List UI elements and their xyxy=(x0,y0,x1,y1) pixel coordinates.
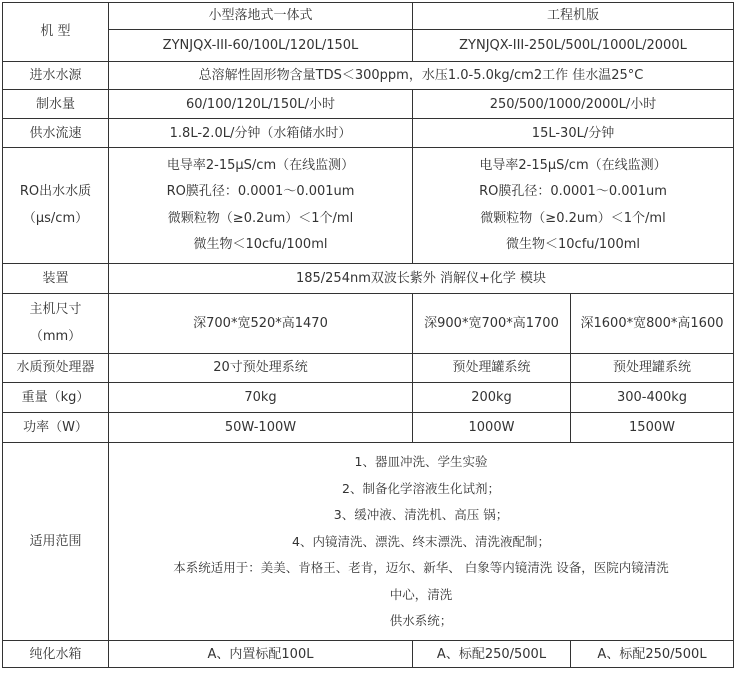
pretreat-small: 20寸预处理系统 xyxy=(109,353,413,382)
tank-eng-mid: A、标配250/500L xyxy=(413,641,571,668)
weight-eng-mid: 200kg xyxy=(413,382,571,412)
scope-line5: 本系统适用于：美美、肯格王、老肯，迈尔、新华、 白象等内镜清洗 设备，医院内镜清洗 xyxy=(173,560,669,576)
output-small: 60/100/120L/150L/小时 xyxy=(109,90,413,119)
output-row xyxy=(3,90,734,119)
model-row-header xyxy=(3,3,734,30)
device-row xyxy=(3,264,734,294)
scope-value xyxy=(109,443,734,641)
source-label: 进水水源 xyxy=(3,61,109,90)
tank-eng-large: A、标配250/500L xyxy=(571,641,734,668)
quality-small-line2: RO膜孔径：0.0001～0.001um xyxy=(166,184,355,200)
size-label-line2: （mm） xyxy=(29,328,82,344)
quality-eng-line3: 微颗粒物（≥0.2um）＜1个/ml xyxy=(480,210,666,226)
weight-label: 重量（kg） xyxy=(3,382,109,412)
device-value: 185/254nm双波长紫外 消解仪+化学 模块 xyxy=(109,264,734,294)
scope-line3: 3、缓冲液、清洗机、高压 锅； xyxy=(333,507,509,523)
quality-small-line1: 电导率2-15μS/cm（在线监测） xyxy=(166,157,355,173)
tank-label: 纯化水箱 xyxy=(3,641,109,668)
pretreat-row xyxy=(3,353,734,382)
flow-eng: 15L-30L/分钟 xyxy=(413,119,734,148)
quality-eng-line2: RO膜孔径：0.0001～0.001um xyxy=(479,184,667,200)
weight-row xyxy=(3,382,734,412)
quality-small-line3: 微颗粒物（≥0.2um）＜1个/ml xyxy=(167,210,354,226)
pretreat-label: 水质预处理器 xyxy=(3,353,109,382)
size-row xyxy=(3,294,734,354)
weight-eng-large: 300-400kg xyxy=(571,382,734,412)
model-row-numbers xyxy=(3,29,734,61)
quality-row xyxy=(3,148,734,264)
scope-line7: 供水系统； xyxy=(389,613,453,629)
device-label: 装置 xyxy=(3,264,109,294)
output-label: 制水量 xyxy=(3,90,109,119)
scope-line6: 中心，清洗 xyxy=(389,586,453,602)
flow-small: 1.8L-2.0L/分钟（水箱储水时） xyxy=(109,119,413,148)
small-model-numbers: ZYNJQX-III-60/100L/120L/150L xyxy=(109,29,413,61)
source-row xyxy=(3,61,734,90)
quality-label-line1: RO出水水质 xyxy=(19,184,92,200)
size-small: 深700*宽520*高1470 xyxy=(109,294,413,354)
size-eng-mid: 深900*宽700*高1700 xyxy=(413,294,571,354)
scope-line1: 1、器皿冲洗、学生实验 xyxy=(354,454,488,470)
model-label: 机 型 xyxy=(3,3,109,62)
power-eng-large: 1500W xyxy=(571,412,734,443)
tank-row xyxy=(3,641,734,668)
quality-label xyxy=(3,148,109,264)
scope-row xyxy=(3,443,734,641)
quality-small xyxy=(109,148,413,264)
quality-eng-line4: 微生物＜10cfu/100ml xyxy=(506,237,640,253)
power-small: 50W-100W xyxy=(109,412,413,443)
size-eng-large: 深1600*宽800*高1600 xyxy=(571,294,734,354)
size-label-line1: 主机尺寸 xyxy=(29,302,82,318)
eng-model-name: 工程机版 xyxy=(413,3,734,30)
spec-table xyxy=(2,2,734,668)
scope-label: 适用范围 xyxy=(3,443,109,641)
size-label xyxy=(3,294,109,354)
flow-label: 供水流速 xyxy=(3,119,109,148)
quality-eng-line1: 电导率2-15μS/cm（在线监测） xyxy=(479,157,667,173)
source-value: 总溶解性固形物含量TDS＜300ppm，水压1.0-5.0kg/cm2工作 佳水温25°C xyxy=(109,61,734,90)
flow-row xyxy=(3,119,734,148)
quality-eng xyxy=(413,148,734,264)
tank-small: A、内置标配100L xyxy=(109,641,413,668)
power-eng-mid: 1000W xyxy=(413,412,571,443)
quality-label-line2: （μs/cm） xyxy=(22,210,89,226)
weight-small: 70kg xyxy=(109,382,413,412)
power-row xyxy=(3,412,734,443)
power-label: 功率（W） xyxy=(3,412,109,443)
quality-small-line4: 微生物＜10cfu/100ml xyxy=(193,237,328,253)
pretreat-eng-mid: 预处理罐系统 xyxy=(413,353,571,382)
output-eng: 250/500/1000/2000L/小时 xyxy=(413,90,734,119)
small-model-name: 小型落地式一体式 xyxy=(109,3,413,30)
eng-model-numbers: ZYNJQX-III-250L/500L/1000L/2000L xyxy=(413,29,734,61)
scope-line4: 4、内镜清洗、漂洗、终末漂洗、清洗液配制； xyxy=(292,533,550,549)
pretreat-eng-large: 预处理罐系统 xyxy=(571,353,734,382)
scope-line2: 2、制备化学溶液生化试剂； xyxy=(342,480,500,496)
